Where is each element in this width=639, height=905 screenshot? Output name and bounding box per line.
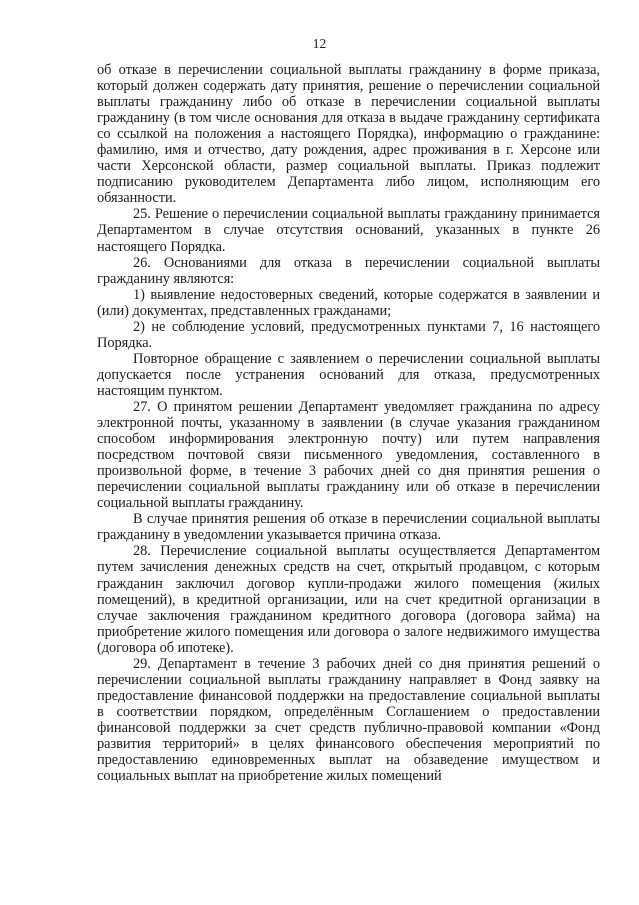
paragraph-refusal-reason: В случае принятия решения об отказе в перечислении социальной выплаты гражданину в уведомлении указывается причина отказа. xyxy=(97,511,600,544)
document-body xyxy=(97,62,600,784)
paragraph-continuation: об отказе в перечислении социальной выплаты гражданину в форме приказа, который должен содержать дату принятия, решение о перечислении социальной выплаты гражданину либо об отказе в перечислении социальной выплаты гражданину (в том числе основания для отказа в выдаче гражданину сертификата со ссылкой на положения а настоящего Порядка), информацию о гражданине: фамилию, имя и отчество, дату рождения, адрес проживания в г. Херсоне или части Херсонской области, размер социальной выплаты. Приказ подлежит подписанию руководителем Департамента либо лицом, исполняющим его обязанности. xyxy=(97,62,600,207)
paragraph-subitem-2: 2) не соблюдение условий, предусмотренных пунктами 7, 16 настоящего Порядка. xyxy=(97,318,600,351)
paragraph-item-27: 27. О принятом решении Департамент уведомляет гражданина по адресу электронной почты, указанному в заявлении (в случае указания гражданином способом информирования электронную почту) или путем направления посредством почтовой связи письменного уведомления, составленного в произвольной форме, в течение 3 рабочих дней со дня принятия решения о перечислении социальной выплаты гражданину или об отказе в перечислении социальной выплаты гражданину. xyxy=(97,398,600,512)
paragraph-item-29: 29. Департамент в течение 3 рабочих дней со дня принятия решений о перечислении социальной выплаты гражданину направляет в Фонд заявку на предоставление финансовой поддержки на предоставление социальной выплаты в соответствии порядком, определённым Соглашением о предоставлении финансовой поддержки за счет средств публично-правовой компании «Фонд развития территорий» в целях финансового обеспечения мероприятий по предоставлению единовременных выплат на обзаведение имуществом и социальных выплат на приобретение жилых помещений xyxy=(97,655,600,785)
paragraph-item-26: 26. Основаниями для отказа в перечислении социальной выплаты гражданину являются: xyxy=(97,254,600,287)
paragraph-repeat-request: Повторное обращение с заявлением о перечислении социальной выплаты допускается после устранения оснований для отказа, предусмотренных настоящим пунктом. xyxy=(97,350,600,399)
paragraph-item-25: 25. Решение о перечислении социальной выплаты гражданину принимается Департаментом в случае отсутствия оснований, указанных в пункте 26 настоящего Порядка. xyxy=(97,206,600,255)
page-number: 12 xyxy=(312,36,327,51)
paragraph-item-28: 28. Перечисление социальной выплаты осуществляется Департаментом путем зачисления денежных средств на счет, открытый продавцом, с которым гражданин заключил договор купли-продажи жилого помещения (жилых помещений), в кредитной организации, или на счет кредитной организации в случае заключения гражданином кредитного договора (договора займа) на приобретение жилого помещения или договора о залоге недвижимого имущества (договора об ипотеке). xyxy=(97,543,600,656)
paragraph-subitem-1: 1) выявление недостоверных сведений, которые содержатся в заявлении и (или) документах, представленных гражданами; xyxy=(97,286,600,319)
